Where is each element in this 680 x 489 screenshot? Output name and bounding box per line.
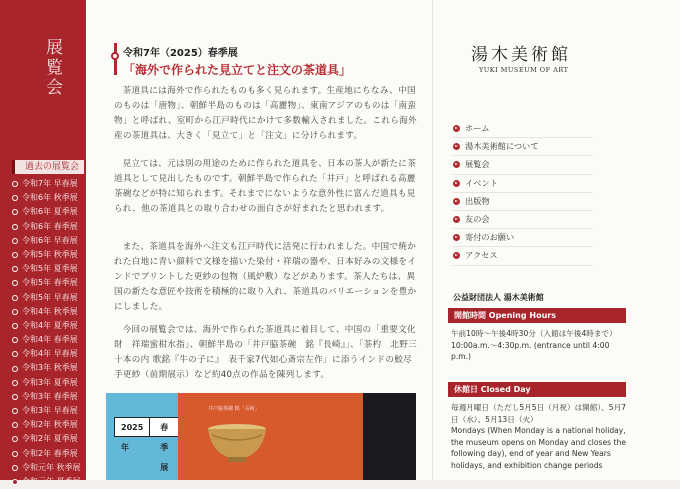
opening-hours-heading: 開館時間 Opening Hours (448, 308, 626, 323)
bullet-icon (12, 394, 18, 400)
past-exhibition-link[interactable] (12, 319, 81, 333)
museum-logo[interactable]: 湯木美術館 (471, 45, 571, 65)
nav-item[interactable] (453, 175, 593, 193)
section-title: 展覧会 (42, 38, 62, 98)
bullet-icon (12, 295, 18, 301)
main-navigation (453, 120, 593, 266)
past-exhibition-link[interactable] (12, 347, 81, 361)
closed-day-heading: 休館日 Closed Day (448, 382, 626, 397)
tea-bowl-image (206, 423, 268, 463)
bullet-icon (12, 195, 18, 201)
past-exhibition-link[interactable] (12, 361, 81, 375)
past-exhibition-label: 令和5年 早春展 (22, 292, 78, 302)
nav-item-label: アクセス (465, 250, 498, 261)
past-exhibition-link[interactable] (12, 234, 81, 248)
bullet-icon (12, 380, 18, 386)
arrow-right-icon (453, 252, 460, 259)
closed-day-text: 毎週月曜日（ただし5月5日（月祝）は開館）、5月7日（水）、5月13日（火） Mondays (When Monday is a national holiday, the museum opens on Monday and closes the following day), end of year and New Years holidays, and exhibition change periods (451, 403, 627, 470)
past-exhibition-link[interactable] (12, 305, 81, 319)
opening-hours-text: 午前10時〜午後4時30分（入館は午後4時まで） 10:00a.m.〜4:30p.m. (entrance until 4:00 p.m.) (451, 329, 617, 361)
bullet-icon (12, 422, 18, 428)
past-exhibition-link[interactable] (12, 390, 81, 404)
exhibition-season: 令和7年（2025）春季展 (123, 48, 238, 59)
bullet-icon (12, 238, 18, 244)
past-exhibition-label: 令和3年 春季展 (22, 391, 78, 401)
bullet-icon (12, 309, 18, 315)
museum-logo-english: YUKI MUSEUM OF ART (479, 66, 569, 74)
past-exhibition-link[interactable] (12, 191, 81, 205)
nav-item-label: イベント (465, 177, 498, 188)
past-exhibition-label: 令和元年 秋季展 (22, 462, 81, 472)
bullet-icon (12, 366, 18, 372)
bullet-icon (12, 351, 18, 357)
bullet-icon (12, 337, 18, 343)
bullet-icon (12, 280, 18, 286)
past-exhibition-link[interactable] (12, 461, 81, 475)
past-exhibition-label: 令和元年 夏季展 (22, 476, 81, 486)
arrow-right-icon (453, 125, 460, 132)
past-exhibition-label: 令和6年 春季展 (22, 221, 78, 231)
past-exhibition-label: 令和6年 早春展 (22, 235, 78, 245)
bullet-icon (12, 209, 18, 215)
nav-item-label: 湯木美術館について (465, 141, 539, 152)
heading-accent-dot (111, 52, 119, 60)
bullet-icon (12, 479, 18, 485)
past-exhibition-label: 令和2年 春季展 (22, 448, 78, 458)
paragraph-4: 今回の展覧会では、海外で作られた茶道具に着目して、中国の「重要文化財 祥瑞蜜柑水指」、朝鮮半島の「井戸脇茶碗 銘『長崎』」、「茶杓 北野三十本の内 歌銘『牛の子に』 表千家7代如心斎宗左作」に添うインドの鮫尽手更紗（前期展示）など約40点の作品を陳列します。 (114, 325, 417, 380)
banner-caption: 井戸脇茶碗 銘「長崎」 (208, 406, 260, 412)
past-exhibitions-heading: 過去の展覧会 (12, 160, 84, 174)
right-sidebar (432, 0, 680, 480)
paragraph-3: また、茶道具を海外へ注文も江戸時代に活発に行われました。中国で焼かれた白地に青い顔料で文様を描いた染付・祥瑞の器や、日本好みの文様をインドでプリントした更紗の包物（風炉敷）などがあります。茶人たちは、異国の新たな意匠や技術を積極的に取り入れ、茶道具のバリエーションを豊かにしました。 (114, 242, 417, 312)
nav-item-label: 寄付のお願い (465, 232, 515, 243)
bullet-icon (12, 323, 18, 329)
past-exhibition-link[interactable] (12, 333, 81, 347)
banner-left-panel (106, 393, 178, 480)
past-exhibition-label: 令和4年 早春展 (22, 349, 78, 359)
nav-item[interactable] (453, 193, 593, 211)
nav-item[interactable] (453, 247, 593, 265)
arrow-right-icon (453, 161, 460, 168)
arrow-right-icon (453, 234, 460, 241)
past-exhibition-link[interactable] (12, 291, 81, 305)
paragraph-1: 茶道具には海外で作られたものも多く見られます。生産地にちなみ、中国のものは「唐物」、朝鮮半島のものは「高麗物」、東南アジアのものは「南蛮物」と呼ばれ、室町から江戸時代にかけて多数輸入されました。これら海外産の茶道具は、大きく「見立て」と「注文」に分けられます。 (114, 86, 417, 141)
past-exhibition-link[interactable] (12, 475, 81, 489)
past-exhibition-label: 令和7年 早春展 (22, 179, 78, 188)
paragraph-2: 見立ては、元は別の用途のために作られた道具を、日本の茶人が新たに茶道具として見出したものです。朝鮮半島で作られた「井戸」と呼ばれる高麗茶碗などが特に知られます。それまでにないような意外性に富んだ道具も見られ、他の茶道具との取り合わせの面白さが好まれたと思われます。 (114, 159, 417, 214)
past-exhibitions-list (12, 177, 81, 489)
banner-tag (114, 417, 179, 472)
past-exhibition-link[interactable] (12, 262, 81, 276)
banner-year: 2025年 (114, 417, 150, 437)
past-exhibition-link[interactable] (12, 220, 81, 234)
past-exhibition-label: 令和2年 秋季展 (22, 420, 78, 430)
nav-item[interactable] (453, 211, 593, 229)
past-exhibition-label: 令和5年 秋季展 (22, 249, 78, 259)
bullet-icon (12, 436, 18, 442)
past-exhibition-label: 令和3年 秋季展 (22, 363, 78, 373)
past-exhibition-label: 令和5年 春季展 (22, 278, 78, 288)
past-exhibition-link[interactable] (12, 432, 81, 446)
bullet-icon (12, 224, 18, 230)
past-exhibition-link[interactable] (12, 376, 81, 390)
past-exhibition-label: 令和6年 夏季展 (22, 207, 78, 217)
nav-item[interactable] (453, 120, 593, 138)
nav-item-label: ホーム (465, 123, 490, 134)
past-exhibition-label: 令和6年 秋季展 (22, 193, 78, 203)
past-exhibition-link[interactable] (12, 248, 81, 262)
main-content (86, 0, 432, 480)
bullet-icon (12, 266, 18, 272)
banner-photo-panel (178, 393, 363, 480)
bullet-icon (12, 408, 18, 414)
past-exhibition-label: 令和2年 夏季展 (22, 434, 78, 444)
past-exhibition-label: 令和3年 早春展 (22, 406, 78, 415)
exhibition-banner[interactable] (106, 393, 416, 480)
nav-item-label: 友の会 (465, 214, 490, 225)
past-exhibition-link[interactable] (12, 404, 81, 418)
past-exhibition-label: 令和4年 春季展 (22, 335, 78, 345)
banner-season: 春季展 (150, 417, 179, 437)
banner-right-panel (363, 393, 416, 480)
nav-item[interactable] (453, 229, 593, 247)
past-exhibition-link[interactable] (12, 276, 81, 290)
past-exhibition-label: 令和4年 夏季展 (22, 320, 78, 330)
arrow-right-icon (453, 216, 460, 223)
past-exhibition-link[interactable] (12, 205, 81, 219)
left-sidebar (0, 0, 86, 486)
arrow-right-icon (453, 198, 460, 205)
past-exhibition-label: 令和5年 夏季展 (22, 264, 78, 274)
nav-item[interactable] (453, 138, 593, 156)
arrow-right-icon (453, 143, 460, 150)
organization-name: 公益財団法人 湯木美術館 (453, 293, 544, 302)
bullet-icon (12, 252, 18, 258)
bullet-icon (12, 181, 18, 187)
exhibition-title: 「海外で作られた見立てと注文の茶道具」 (123, 63, 352, 77)
past-exhibition-link[interactable] (12, 177, 81, 191)
bullet-icon (12, 465, 18, 471)
past-exhibition-link[interactable] (12, 418, 81, 432)
arrow-right-icon (453, 180, 460, 187)
past-exhibition-label: 令和4年 秋季展 (22, 306, 78, 316)
nav-item-label: 出版物 (465, 195, 490, 206)
nav-item-label: 展覧会 (465, 159, 490, 170)
nav-item[interactable] (453, 156, 593, 174)
past-exhibition-label: 令和3年 夏季展 (22, 377, 78, 387)
bullet-icon (12, 451, 18, 457)
past-exhibition-link[interactable] (12, 447, 81, 461)
